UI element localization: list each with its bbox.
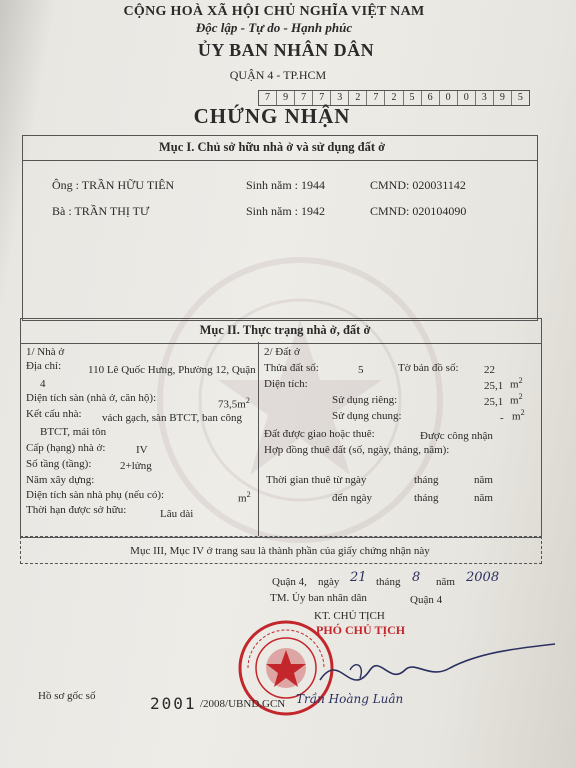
floor-area-label: Diện tích sàn (nhà ở, căn hộ): — [26, 392, 157, 404]
motto: Độc lập - Tự do - Hạnh phúc — [195, 20, 353, 35]
lease-to-year: năm — [474, 492, 493, 504]
document-title: CHỨNG NHẬN — [193, 104, 351, 128]
private-use-value: 25,1 — [484, 396, 504, 408]
structure-value: vách gạch, sàn BTCT, ban công — [102, 412, 243, 424]
ownership-term-value: Lâu dài — [160, 508, 194, 520]
footnote-text: Mục III, Mục IV ở trang sau là thành phần của giấy chứng nhận này — [130, 545, 430, 557]
address-cont: 4 — [40, 378, 46, 390]
serial-digit: 9 — [277, 91, 295, 105]
signer-name: Trần Hoàng Luân — [296, 692, 404, 706]
build-year-label: Năm xây dựng: — [26, 474, 95, 486]
country-name: CỘNG HOÀ XÃ HỘI CHỦ NGHĨA VIỆT NAM — [123, 4, 425, 19]
serial-digit: 7 — [313, 91, 331, 105]
common-use-label: Sử dụng chung: — [332, 410, 402, 422]
serial-digit: 6 — [422, 91, 440, 105]
origin-suffix: /2008/UBND.GCN — [200, 698, 286, 710]
district-name: QUẬN 4 - TP.HCM — [229, 68, 327, 82]
structure-label: Kết cấu nhà: — [26, 408, 82, 420]
parcel-label: Thửa đất số: — [264, 362, 319, 374]
origin-number: 2001 — [150, 694, 197, 713]
serial-digit: 2 — [349, 91, 367, 105]
grade-label: Cấp (hạng) nhà ở: — [26, 442, 106, 454]
owner-1-birth: Sinh năm : 1944 — [246, 178, 326, 192]
serial-digit: 7 — [259, 91, 277, 105]
parcel-value: 5 — [358, 364, 364, 376]
origin-label: Hồ sơ gốc số — [38, 690, 96, 702]
aux-area-label: Diện tích sàn nhà phụ (nếu có): — [26, 489, 165, 501]
ownership-term-label: Thời hạn được sở hữu: — [26, 504, 127, 516]
common-use-unit: $m^2$ — [512, 408, 525, 423]
serial-digit: 5 — [404, 91, 422, 105]
sign-role-1: KT. CHỦ TỊCH — [314, 610, 385, 622]
sign-on-behalf: TM. Ủy ban nhân dân — [270, 592, 367, 604]
serial-digit: 3 — [476, 91, 494, 105]
sign-place: Quận 4, — [272, 576, 307, 588]
aux-area-unit: $m^2$ — [238, 490, 251, 505]
common-use-value: - — [500, 412, 504, 424]
sign-role-2: PHÓ CHỦ TỊCH — [316, 623, 406, 637]
land-title: 2/ Đất ở — [264, 346, 300, 358]
lease-from-month: tháng — [414, 474, 439, 486]
lease-to-label: đến ngày — [332, 492, 373, 504]
sign-year-label: năm — [436, 576, 455, 588]
authority-name: ỦY BAN NHÂN DÂN — [197, 40, 375, 60]
serial-digit: 7 — [295, 91, 313, 105]
lease-to-month: tháng — [414, 492, 439, 504]
section-divider — [258, 342, 259, 536]
house-title: 1/ Nhà ở — [26, 346, 65, 358]
land-area-unit: $m^2$ — [510, 376, 523, 391]
address-label: Địa chỉ: — [26, 360, 62, 372]
lease-from-year: năm — [474, 474, 493, 486]
sign-year: 2008 — [466, 570, 500, 585]
serial-digit: 2 — [385, 91, 403, 105]
sign-month-label: tháng — [376, 576, 401, 588]
owner-2-id: CMND: 020104090 — [370, 204, 467, 218]
floor-area-value: $73,5m^2$ — [218, 396, 250, 411]
sign-month: 8 — [412, 570, 421, 585]
land-area-value: 25,1 — [484, 380, 504, 392]
sign-day-label: ngày — [318, 576, 340, 588]
grade-value: IV — [136, 444, 148, 456]
structure-cont: BTCT, mái tôn — [40, 426, 107, 438]
lease-from-label: Thời gian thuê từ ngày — [266, 474, 367, 486]
address-value: 110 Lê Quốc Hưng, Phường 12, Quận — [88, 364, 256, 376]
owner-1-name: Ông : TRẦN HỮU TIÊN — [52, 178, 175, 192]
sign-on-behalf-unit: Quận 4 — [410, 594, 443, 606]
serial-digit: 0 — [440, 91, 458, 105]
serial-digit: 7 — [367, 91, 385, 105]
section-status-heading: Mục II. Thực trạng nhà ở, đất ở — [199, 323, 371, 337]
owner-1-id: CMND: 020031142 — [370, 178, 466, 192]
owner-2-name: Bà : TRẦN THỊ TƯ — [52, 204, 150, 218]
section-owners — [22, 135, 538, 321]
lease-contract-label: Hợp đồng thuê đất (số, ngày, tháng, năm): — [264, 444, 450, 456]
map-sheet-value: 22 — [484, 364, 495, 376]
section-owners-heading: Mục I. Chủ sở hữu nhà ở và sử dụng đất ở — [158, 140, 386, 154]
owner-2-birth: Sinh năm : 1942 — [246, 204, 326, 218]
floors-value: 2+lửng — [120, 460, 152, 472]
allocation-value: Được công nhận — [420, 430, 493, 442]
serial-digit: 3 — [331, 91, 349, 105]
land-area-label: Diện tích: — [264, 378, 308, 390]
serial-digit: 0 — [458, 91, 476, 105]
serial-digit: 5 — [517, 92, 523, 103]
serial-digit: 9 — [494, 91, 512, 105]
map-sheet-label: Tờ bản đồ số: — [398, 362, 459, 374]
sign-day: 21 — [350, 570, 367, 585]
private-use-label: Sử dụng riêng: — [332, 394, 398, 406]
floors-label: Số tầng (tầng): — [26, 458, 92, 470]
allocation-label: Đất được giao hoặc thuê: — [264, 428, 375, 440]
private-use-unit: $m^2$ — [510, 392, 523, 407]
